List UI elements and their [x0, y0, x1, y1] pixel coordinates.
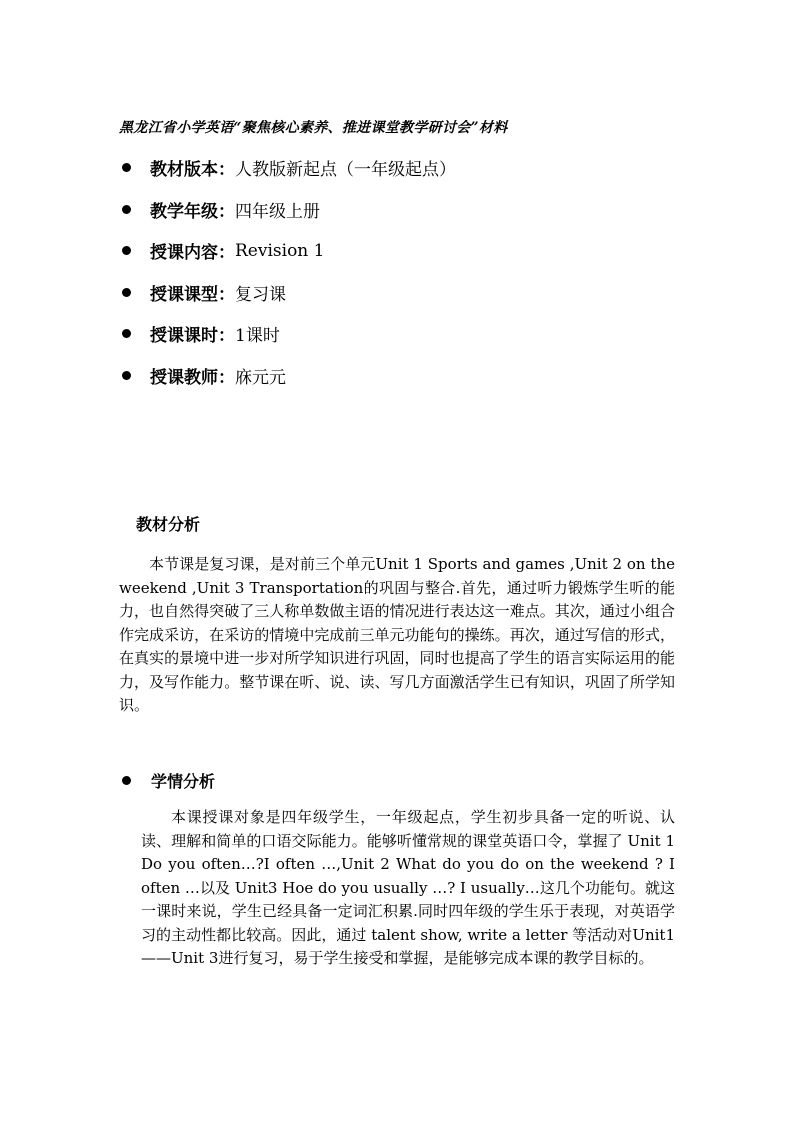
info-label: 授课课型： — [150, 284, 235, 305]
info-value: 庥元元 — [235, 367, 286, 388]
bullet-icon — [122, 246, 131, 255]
course-info-list — [120, 147, 456, 396]
info-label: 教学年级： — [150, 201, 235, 222]
document-header: 黑龙江省小学英语“聚焦核心素养、推进课堂教学研讨会”材料 — [119, 120, 508, 136]
info-value: 人教版新起点（一年级起点） — [235, 160, 456, 181]
bullet-icon — [122, 329, 131, 338]
info-item-textbook — [120, 147, 456, 189]
paragraph-student-analysis: 本课授课对象是四年级学生，一年级起点，学生初步具备一定的听说、认读、理解和简单的口语交际能力。能够听懂常规的课堂英语口令，掌握了 Unit 1 Do you often…?I often …,Unit 2 What do you do on the weekend ? I often …以及 Unit3 Hoe do you usually …? I usually…这几个功能句。就这一课时来说，学生已经具备一定词汇积累.同时四年级的学生乐于表现，对英语学习的主动性都比较高。因此，通过 talent show, write a letter 等活动对Unit1——Unit 3进行复习，易于学生接受和掌握，是能够完成本课的教学目标的。 — [141, 808, 675, 967]
info-label: 授课课时： — [150, 326, 235, 347]
info-value: 1课时 — [235, 326, 280, 347]
info-value: 复习课 — [235, 284, 286, 305]
section-heading-textbook-analysis: 教材分析 — [136, 515, 201, 534]
info-value: 四年级上册 — [235, 201, 320, 222]
info-label: 授课内容： — [150, 243, 235, 264]
bullet-icon — [122, 371, 131, 380]
section-heading-student-analysis — [120, 769, 215, 792]
bullet-icon — [122, 205, 131, 214]
bullet-icon — [122, 288, 131, 297]
info-value: Revision 1 — [235, 240, 325, 261]
info-item-grade — [120, 189, 456, 231]
bullet-icon — [122, 163, 131, 172]
paragraph-textbook-analysis: 本节课是复习课，是对前三个单元Unit 1 Sports and games ,Unit 2 on the weekend ,Unit 3 Transportation的巩固与整合.首先，通过听力锻炼学生听的能力，也自然得突破了三人称单数做主语的情况进行表达这一难点。其次，通过小组合作完成采访，在采访的情境中完成前三单元功能句的操练。再次，通过写信的形式，在真实的景境中进一步对所学知识进行巩固，同时也提高了学生的语言实际运用的能力，及写作能力。整节课在听、说、读、写几方面激活学生已有知识，巩固了所学知识。 — [119, 555, 675, 714]
info-item-periods — [120, 313, 456, 355]
bullet-icon — [122, 776, 131, 785]
info-label: 教材版本： — [150, 160, 235, 181]
info-label: 授课教师： — [150, 367, 235, 388]
section-heading-label: 学情分析 — [151, 772, 216, 791]
info-item-content — [120, 230, 456, 272]
info-item-teacher — [120, 355, 456, 397]
info-item-lesson-type — [120, 272, 456, 314]
